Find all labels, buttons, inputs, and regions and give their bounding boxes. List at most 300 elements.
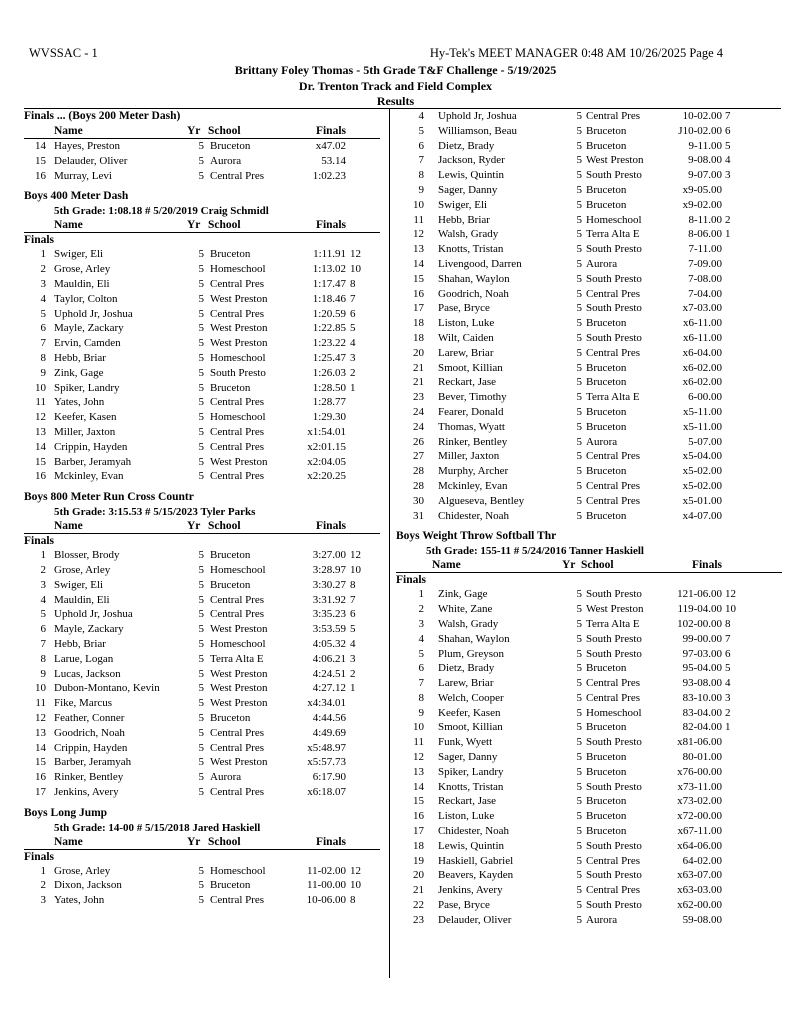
result-row: [396, 153, 782, 168]
result-row: [396, 494, 782, 509]
school: Bruceton: [210, 381, 251, 394]
athlete-name: Fike, Marcus: [54, 697, 113, 710]
school: West Preston: [210, 455, 268, 468]
finals-mark: x6-11.00: [682, 317, 722, 330]
finals-mark: x63-03.00: [677, 884, 722, 897]
finals-mark: 82-04.00: [682, 721, 722, 734]
finals-mark: 7-04.00: [688, 287, 722, 300]
school: Central Pres: [586, 110, 641, 122]
points: 12: [725, 588, 736, 601]
finals-mark: x76-00.00: [677, 765, 722, 778]
year: 5: [576, 450, 582, 463]
result-row: [396, 706, 782, 721]
athlete-name: Algueseva, Bentley: [438, 494, 525, 507]
year: 5: [198, 771, 204, 784]
result-row: [24, 425, 380, 440]
place: 3: [40, 894, 46, 907]
school: Bruceton: [586, 198, 627, 211]
result-row: [24, 770, 380, 785]
place: 7: [40, 637, 46, 650]
place: 8: [40, 652, 46, 665]
year: 5: [198, 381, 204, 394]
place: 15: [35, 154, 46, 167]
place: 5: [40, 608, 46, 621]
header-finals: Finals: [315, 219, 346, 232]
school: Bruceton: [586, 420, 627, 433]
finals-mark: 3:35.23: [312, 608, 346, 621]
athlete-name: Larew, Briar: [438, 677, 494, 690]
place: 9: [40, 667, 46, 680]
header-yr: Yr: [187, 219, 201, 232]
year: 5: [576, 139, 582, 152]
finals-mark: 1:23.22: [312, 337, 346, 350]
finals-mark: 121-06.00: [677, 588, 722, 601]
finals-mark: 10-06.00: [306, 894, 346, 907]
athlete-name: Barber, Jeramyah: [54, 455, 132, 468]
school: Homeschool: [210, 864, 266, 877]
year: 5: [198, 652, 204, 665]
school: South Presto: [586, 736, 642, 749]
athlete-name: Beavers, Kayden: [438, 869, 514, 882]
athlete-name: Walsh, Grady: [438, 617, 499, 630]
header-yr: Yr: [187, 125, 201, 137]
place: 20: [413, 346, 424, 359]
athlete-name: Crippin, Hayden: [54, 440, 128, 453]
results-heading: Results: [376, 94, 415, 108]
place: 3: [418, 617, 424, 630]
athlete-name: Pase, Bryce: [438, 899, 490, 912]
school: West Preston: [586, 154, 644, 167]
year: 5: [576, 825, 582, 838]
school: South Presto: [586, 647, 642, 660]
year: 5: [576, 287, 582, 300]
year: 5: [576, 647, 582, 660]
finals-mark: 119-04.00: [677, 603, 722, 616]
athlete-name: Dietz, Brady: [438, 662, 495, 675]
result-row: [396, 301, 782, 316]
school: Aurora: [210, 771, 242, 784]
year: 5: [576, 110, 582, 122]
year: 5: [576, 124, 582, 137]
finals-mark: 102-00.00: [677, 617, 722, 630]
result-row: [24, 336, 380, 351]
athlete-name: Williamson, Beau: [438, 124, 517, 137]
school: West Preston: [210, 756, 268, 769]
header-name: Name: [54, 835, 83, 848]
result-row: [24, 469, 380, 484]
athlete-name: Smoot, Killian: [438, 721, 503, 734]
athlete-name: Mckinley, Evan: [438, 479, 508, 492]
place: 2: [418, 603, 424, 616]
points: 10: [350, 879, 361, 892]
year: 5: [198, 711, 204, 724]
finals-mark: 8-06.00: [688, 228, 722, 241]
result-row: [396, 198, 782, 213]
place: 2: [40, 263, 46, 276]
result-row: [24, 139, 380, 154]
athlete-name: Feather, Conner: [54, 711, 125, 724]
result-row: [24, 578, 380, 593]
place: 11: [413, 213, 424, 226]
year: 5: [576, 706, 582, 719]
school: Central Pres: [210, 307, 265, 320]
result-row: [24, 681, 380, 696]
year: 5: [576, 765, 582, 778]
result-row: [24, 711, 380, 726]
place: 23: [413, 391, 424, 404]
school: Bruceton: [210, 140, 251, 152]
place: 4: [418, 632, 424, 645]
points: 6: [725, 124, 731, 137]
result-row: [396, 479, 782, 494]
athlete-name: Larew, Briar: [438, 346, 494, 359]
result-row: [396, 242, 782, 257]
place: 12: [35, 711, 46, 724]
year: 5: [198, 140, 204, 152]
result-row: [396, 587, 782, 602]
athlete-name: Murphy, Archer: [438, 465, 509, 478]
athlete-name: Crippin, Hayden: [54, 741, 128, 754]
place: 11: [35, 697, 46, 710]
year: 5: [576, 272, 582, 285]
school: South Presto: [586, 899, 642, 912]
header-finals: Finals: [315, 520, 346, 533]
athlete-name: Fearer, Donald: [438, 405, 504, 418]
place: 10: [35, 381, 46, 394]
school: Homeschool: [210, 637, 266, 650]
year: 5: [576, 183, 582, 196]
finals-mark: x5-11.00: [682, 420, 722, 433]
place: 14: [35, 140, 46, 152]
year: 5: [576, 213, 582, 226]
software-stamp: Hy-Tek's MEET MANAGER 0:48 AM 10/26/2025 Page 4: [429, 46, 723, 60]
finals-mark: 4:49.69: [312, 726, 346, 739]
place: 14: [35, 440, 46, 453]
finals-mark: x62-00.00: [677, 899, 722, 912]
points: 10: [350, 263, 361, 276]
place: 7: [40, 337, 46, 350]
event-title: Boys 800 Meter Run Cross Countr: [24, 491, 194, 504]
header-yr: Yr: [187, 520, 201, 533]
school: Central Pres: [586, 691, 641, 704]
school: West Preston: [586, 603, 644, 616]
finals-mark: 1:28.77: [312, 396, 346, 409]
school: Central Pres: [210, 593, 265, 606]
place: 16: [413, 810, 424, 823]
finals-mark: 10-02.00: [682, 110, 722, 122]
header-name: Name: [432, 559, 461, 572]
place: 26: [413, 435, 424, 448]
result-row: [396, 632, 782, 647]
event-record: 5th Grade: 1:08.18 # 5/20/2019 Craig Schmidl: [54, 205, 269, 218]
finals-mark: x5-02.00: [682, 479, 722, 492]
year: 5: [198, 697, 204, 710]
place: 2: [40, 879, 46, 892]
result-row: [396, 361, 782, 376]
school: Central Pres: [586, 287, 641, 300]
school: Bruceton: [586, 751, 627, 764]
year: 5: [198, 741, 204, 754]
school: Bruceton: [586, 810, 627, 823]
result-row: [24, 262, 380, 277]
finals-mark: 4:44.56: [312, 711, 346, 724]
event-title: Boys Weight Throw Softball Thr: [396, 530, 557, 543]
year: 5: [198, 637, 204, 650]
finals-mark: x2:01.15: [307, 440, 346, 453]
finals-mark: x7-03.00: [682, 302, 722, 315]
school: Bruceton: [586, 405, 627, 418]
athlete-name: Miller, Jaxton: [438, 450, 500, 463]
school: Central Pres: [210, 470, 265, 483]
place: 7: [418, 677, 424, 690]
year: 5: [576, 465, 582, 478]
school: West Preston: [210, 292, 268, 305]
header-school: School: [208, 835, 241, 848]
points: 7: [725, 632, 731, 645]
points: 8: [350, 894, 356, 907]
athlete-name: Sager, Danny: [438, 183, 498, 196]
school: Aurora: [210, 154, 242, 167]
place: 27: [413, 450, 424, 463]
school: West Preston: [210, 682, 268, 695]
finals-mark: x2:04.05: [307, 455, 346, 468]
points: 10: [725, 603, 736, 616]
place: 12: [413, 228, 424, 241]
result-row: [24, 637, 380, 652]
athlete-name: Grose, Arley: [54, 263, 111, 276]
place: 23: [413, 913, 424, 926]
result-row: [396, 183, 782, 198]
school: Bruceton: [586, 465, 627, 478]
finals-mark: 4:24.51: [312, 667, 346, 680]
school: Central Pres: [210, 440, 265, 453]
result-row: [396, 854, 782, 869]
header-school: School: [581, 559, 614, 572]
result-row: [24, 455, 380, 470]
place: 8: [418, 169, 424, 182]
finals-mark: 9-07.00: [688, 169, 722, 182]
points: 2: [725, 706, 731, 719]
school: South Presto: [586, 869, 642, 882]
athlete-name: Grose, Arley: [54, 563, 111, 576]
place: 6: [418, 139, 424, 152]
school: South Presto: [586, 272, 642, 285]
year: 5: [198, 351, 204, 364]
place: 12: [413, 751, 424, 764]
year: 5: [198, 623, 204, 636]
year: 5: [198, 756, 204, 769]
result-row: [24, 593, 380, 608]
finals-mark: 3:28.97: [312, 563, 346, 576]
finals-mark: x6-04.00: [682, 346, 722, 359]
finals-section-label: Finals: [24, 535, 55, 548]
place: 10: [413, 721, 424, 734]
points: 1: [350, 682, 356, 695]
year: 5: [576, 391, 582, 404]
school: Bruceton: [210, 879, 251, 892]
points: 1: [725, 721, 731, 734]
column-divider: [389, 108, 390, 978]
result-row: [24, 154, 380, 169]
athlete-name: Jenkins, Avery: [54, 785, 119, 798]
school: Homeschool: [210, 563, 266, 576]
athlete-name: Liston, Luke: [438, 810, 495, 823]
year: 5: [198, 396, 204, 409]
finals-mark: x64-06.00: [677, 839, 722, 852]
place: 11: [413, 736, 424, 749]
finals-mark: x47.02: [315, 140, 346, 152]
year: 5: [198, 455, 204, 468]
finals-mark: x5:48.97: [307, 741, 346, 754]
result-row: [396, 509, 782, 524]
year: 5: [576, 662, 582, 675]
finals-mark: 99-00.00: [682, 632, 722, 645]
points: 3: [725, 691, 731, 704]
result-row: [24, 652, 380, 667]
place: 18: [413, 317, 424, 330]
finals-mark: x5-04.00: [682, 450, 722, 463]
finals-mark: x6:18.07: [307, 785, 346, 798]
school: Bruceton: [586, 721, 627, 734]
finals-mark: 83-10.00: [682, 691, 722, 704]
result-row: [396, 617, 782, 632]
place: 6: [40, 322, 46, 335]
finals-mark: 7-08.00: [688, 272, 722, 285]
finals-mark: 4:06.21: [312, 652, 346, 665]
points: 7: [725, 110, 731, 122]
event-title: Boys Long Jump: [24, 806, 108, 819]
place: 1: [40, 549, 46, 562]
result-row: [24, 277, 380, 292]
points: 3: [350, 351, 356, 364]
result-row: [396, 647, 782, 662]
athlete-name: Murray, Levi: [54, 169, 112, 182]
result-row: [24, 548, 380, 563]
right-column: [396, 109, 782, 928]
finals-mark: x5-01.00: [682, 494, 722, 507]
finals-mark: 5-07.00: [688, 435, 722, 448]
school: Aurora: [586, 257, 618, 270]
school: Bruceton: [210, 711, 251, 724]
year: 5: [198, 785, 204, 798]
year: 5: [198, 593, 204, 606]
finals-mark: x67-11.00: [677, 825, 722, 838]
school: Central Pres: [586, 854, 641, 867]
year: 5: [576, 420, 582, 433]
finals-mark: x6-11.00: [682, 331, 722, 344]
school: South Presto: [586, 839, 642, 852]
result-row: [396, 331, 782, 346]
points: 8: [350, 277, 356, 290]
place: 15: [413, 272, 424, 285]
points: 7: [350, 593, 356, 606]
place: 4: [418, 110, 424, 122]
athlete-name: Jackson, Ryder: [438, 154, 505, 167]
finals-mark: x4-07.00: [682, 509, 722, 522]
result-row: [24, 169, 380, 184]
school: Central Pres: [586, 450, 641, 463]
athlete-name: Plum, Greyson: [438, 647, 504, 660]
athlete-name: Knotts, Tristan: [438, 780, 504, 793]
athlete-name: Goodrich, Noah: [438, 287, 509, 300]
place: 1: [40, 864, 46, 877]
result-row: [396, 272, 782, 287]
result-row: [396, 168, 782, 183]
result-row: [24, 410, 380, 425]
place: 20: [413, 869, 424, 882]
school: Central Pres: [210, 396, 265, 409]
place: 5: [418, 124, 424, 137]
school: Terra Alta E: [210, 652, 264, 665]
event-record: 5th Grade: 14-00 # 5/15/2018 Jared Haskiell: [54, 821, 261, 834]
place: 14: [413, 780, 424, 793]
year: 5: [198, 682, 204, 695]
column-header: [24, 218, 380, 233]
finals-mark: 1:20.59: [312, 307, 346, 320]
athlete-name: Uphold Jr, Joshua: [54, 608, 133, 621]
year: 5: [198, 470, 204, 483]
place: 10: [35, 682, 46, 695]
finals-mark: 3:27.00: [312, 549, 346, 562]
school: Bruceton: [586, 376, 627, 389]
year: 5: [576, 257, 582, 270]
year: 5: [576, 302, 582, 315]
year: 5: [198, 411, 204, 424]
points: 8: [725, 617, 731, 630]
year: 5: [198, 154, 204, 167]
athlete-name: Chidester, Noah: [438, 509, 510, 522]
result-row: [24, 741, 380, 756]
athlete-name: Goodrich, Noah: [54, 726, 125, 739]
finals-mark: 7-09.00: [688, 257, 722, 270]
year: 5: [576, 198, 582, 211]
athlete-name: Welch, Cooper: [438, 691, 504, 704]
place: 15: [35, 756, 46, 769]
finals-mark: 53.14: [321, 154, 346, 167]
place: 14: [413, 257, 424, 270]
finals-mark: 8-11.00: [688, 213, 722, 226]
header-yr: Yr: [562, 559, 576, 572]
finals-mark: 1:25.47: [312, 351, 346, 364]
school: Terra Alta E: [586, 391, 640, 404]
header-name: Name: [54, 520, 83, 533]
points: 4: [350, 637, 356, 650]
athlete-name: White, Zane: [438, 603, 493, 616]
school: Terra Alta E: [586, 617, 640, 630]
finals-mark: 1:29.30: [312, 411, 346, 424]
place: 6: [40, 623, 46, 636]
athlete-name: Knotts, Tristan: [438, 243, 504, 256]
year: 5: [198, 169, 204, 182]
place: 8: [40, 351, 46, 364]
place: 7: [418, 154, 424, 167]
result-row: [396, 405, 782, 420]
school: Homeschool: [210, 351, 266, 364]
athlete-name: Keefer, Kasen: [54, 411, 117, 424]
school: South Presto: [586, 302, 642, 315]
finals-mark: 93-08.00: [682, 677, 722, 690]
athlete-name: Hayes, Preston: [54, 140, 120, 152]
result-row: [396, 316, 782, 331]
year: 5: [198, 879, 204, 892]
athlete-name: Delauder, Oliver: [54, 154, 128, 167]
school: Central Pres: [210, 894, 265, 907]
year: 5: [198, 563, 204, 576]
place: 31: [413, 509, 424, 522]
result-row: [24, 321, 380, 336]
points: 12: [350, 248, 361, 261]
result-row: [24, 440, 380, 455]
